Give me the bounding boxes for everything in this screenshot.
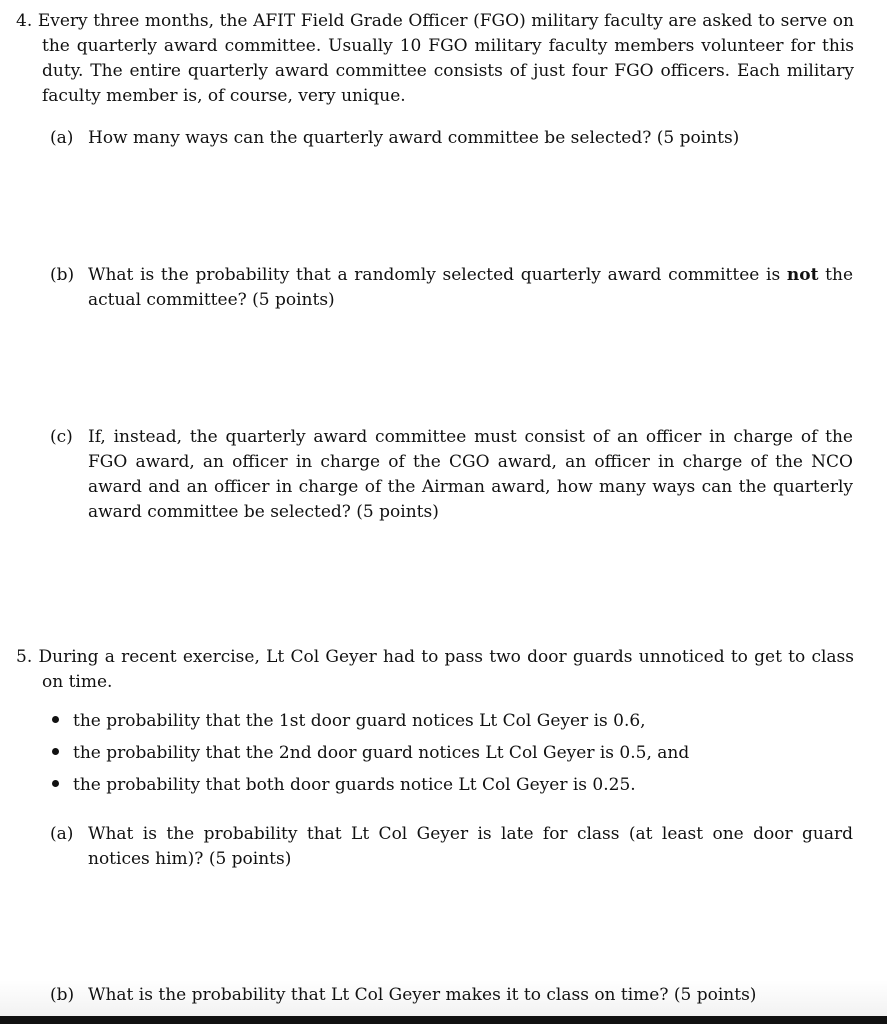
question-5a-label: (a) <box>50 824 74 844</box>
list-item: the probability that the 2nd door guard notices Lt Col Geyer is 0.5, and <box>52 743 689 763</box>
list-item: the probability that both door guards notice Lt Col Geyer is 0.25. <box>52 775 636 795</box>
question-4-stem: Every three months, the AFIT Field Grade Officer (FGO) military faculty are asked to serve on the quarterly award committee. Usually 10 FGO military faculty members volunteer for this duty. The entire quarterly award committee consists of just four FGO officers. Each military faculty member is, of course, very unique. <box>37 11 854 106</box>
question-4a-text: How many ways can the quarterly award committee be selected? (5 points) <box>88 128 740 148</box>
bullet-icon <box>52 780 59 787</box>
bullet-icon <box>52 748 59 755</box>
question-5-stem: During a recent exercise, Lt Col Geyer had to pass two door guards unnoticed to get to class on time. <box>38 647 855 692</box>
question-4c-label: (c) <box>50 427 73 447</box>
question-4b-text-before: What is the probability that a randomly selected quarterly award committee is <box>88 265 781 285</box>
question-4-number: 4. <box>16 11 33 31</box>
bottom-edge-bar <box>0 1016 887 1024</box>
question-4 <box>16 9 854 109</box>
question-5b-label: (b) <box>50 985 75 1005</box>
question-4b-emphasis: not <box>786 265 819 285</box>
question-4c-text: If, instead, the quarterly award committee must consist of an officer in charge of the FGO award, an officer in charge of the CGO award, an officer in charge of the NCO award and an officer in charge of the Airman award, how many ways can the quarterly award committee be selected? (5 points) <box>88 427 853 522</box>
question-5a-text: What is the probability that Lt Col Geyer is late for class (at least one door guard notices him)? (5 points) <box>88 824 853 869</box>
list-item: the probability that the 1st door guard notices Lt Col Geyer is 0.6, <box>52 711 646 731</box>
question-5-number: 5. <box>16 647 33 667</box>
question-5b-text: What is the probability that Lt Col Geyer makes it to class on time? (5 points) <box>88 985 757 1005</box>
bullet-icon <box>52 716 59 723</box>
question-4c <box>50 425 853 525</box>
question-5b <box>50 983 853 1008</box>
question-4a-label: (a) <box>50 128 74 148</box>
question-4a <box>50 126 853 151</box>
question-4b-text-after: the actual committee? (5 points) <box>88 265 854 310</box>
question-5a <box>50 822 853 872</box>
question-4b-label: (b) <box>50 265 75 285</box>
question-4b <box>50 263 854 313</box>
question-5 <box>16 645 854 695</box>
